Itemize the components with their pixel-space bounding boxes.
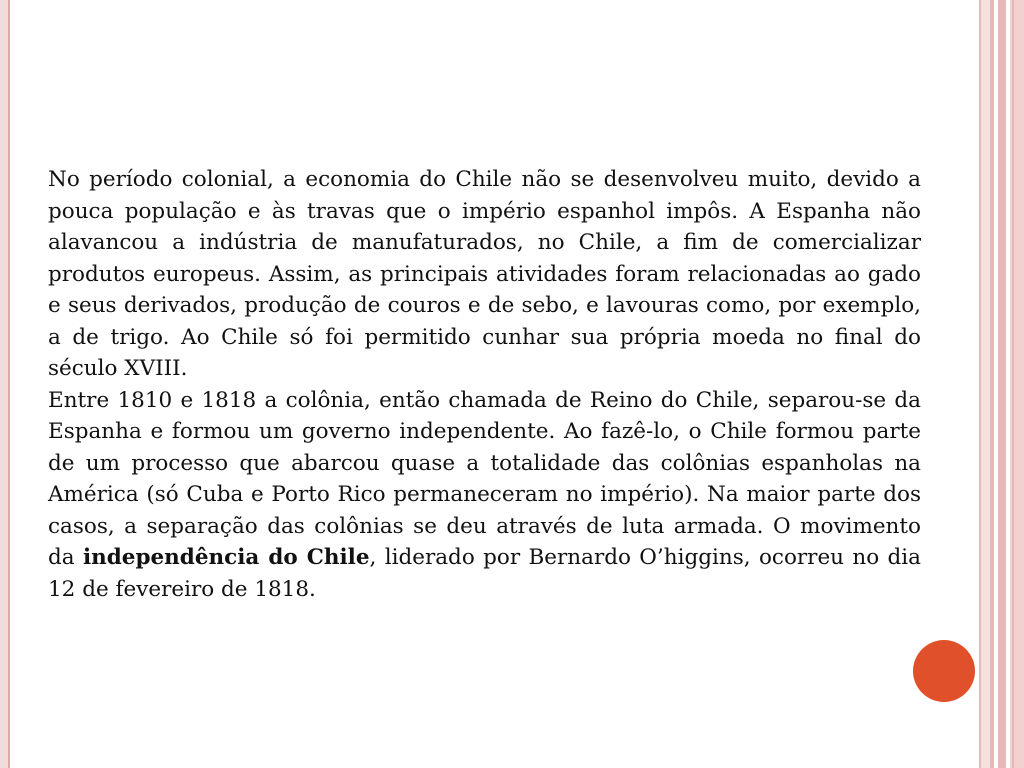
stripe (981, 0, 990, 768)
paragraph-colonial-economy: No período colonial, a economia do Chile não se desenvolveu muito, devido a pouca população e às travas que o império espanhol impôs. A Espanha não alavancou a indústria de manufaturados, no Chile, a fim de comercializar produtos europeus. Assim, as principais atividades foram relacionadas ao gado e seus derivados, produção de couros e de sebo, e lavouras como, por exemplo, a de trigo. Ao Chile só foi permitido cunhar sua própria moeda no final do século XVIII. (48, 167, 921, 381)
paragraph-independence (48, 385, 921, 606)
paragraph-independence-ending: , liderado por Bernardo O’higgins, ocorreu no dia 12 de fevereiro de 1818. (48, 545, 921, 602)
stripe (1012, 0, 1014, 768)
paragraph-independence-text: Entre 1810 e 1818 a colônia, então chamada de Reino do Chile, separou-se da Espanha e formou um governo independente. Ao fazê-lo, o Chile formou parte de um processo que abarcou quase a totalidade das colônias espanholas na América (só Cuba e Porto Rico permaneceram no império). Na maior parte dos casos, a separação das colônias se deu através de luta armada. O movimento da (48, 387, 921, 570)
orange-circle-decoration (913, 640, 975, 702)
right-decorative-stripes (979, 0, 1024, 768)
slide-body-text (48, 164, 921, 605)
left-border-line (8, 0, 10, 768)
bold-independence-term: independência do Chile (82, 545, 370, 570)
stripe (998, 0, 1006, 768)
